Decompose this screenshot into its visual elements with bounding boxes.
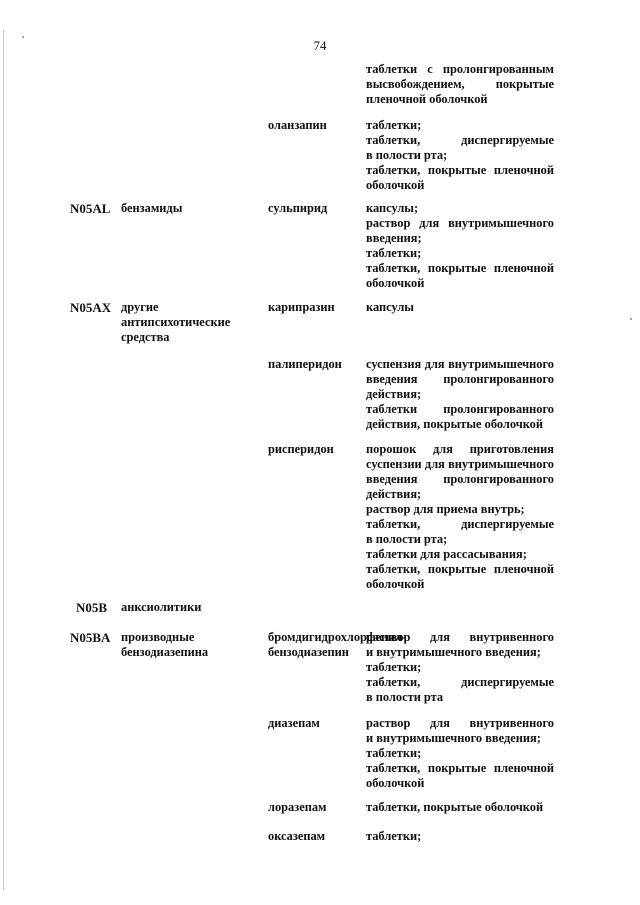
dosage-forms <box>366 62 554 107</box>
dosage-forms <box>366 201 554 291</box>
dosage-forms <box>366 442 554 592</box>
drug-name: оксазепам <box>268 829 326 843</box>
dosage-form: таблетки с пролонгированным высвобождением, покрытые пленочной оболочкой <box>366 62 554 106</box>
atc-code: N05BA <box>70 630 111 645</box>
drug-name: карипразин <box>268 300 335 314</box>
dosage-form: таблетки; <box>366 118 422 132</box>
dosage-forms <box>366 300 554 315</box>
dosage-forms <box>366 716 554 791</box>
atc-group: другие антипсихотические средства <box>121 300 231 344</box>
drug-name: оланзапин <box>268 118 327 132</box>
dosage-form: таблетки; <box>366 660 422 674</box>
dosage-form: таблетки; <box>366 246 422 260</box>
dosage-form: таблетки, покрытые пленочной оболочкой <box>366 163 554 192</box>
dosage-form: таблетки, диспергируемые в полости рта; <box>366 517 554 546</box>
dosage-form: капсулы; <box>366 201 419 215</box>
dosage-form: таблетки; <box>366 746 422 760</box>
dosage-form: таблетки, диспергируемые в полости рта <box>366 675 554 704</box>
atc-code: N05AL <box>70 201 111 216</box>
drug-name: рисперидон <box>268 442 334 456</box>
dosage-forms <box>366 357 554 432</box>
drug-name: сульпирид <box>268 201 328 215</box>
dosage-forms <box>366 118 554 193</box>
drug-name: лоразепам <box>268 800 327 814</box>
drug-name: бромдигидрохлорфенил-бензодиазепин <box>268 630 407 659</box>
dosage-forms <box>366 630 554 705</box>
dosage-form: суспензия для внутримышечного введения пролонгированного действия; <box>366 357 554 401</box>
drug-name: палиперидон <box>268 357 342 371</box>
dosage-form: раствор для внутривенного и внутримышечного введения; <box>366 630 554 659</box>
dosage-forms <box>366 829 554 844</box>
dosage-form: таблетки, диспергируемые в полости рта; <box>366 133 554 162</box>
atc-code: N05B <box>76 600 108 615</box>
atc-group: бензамиды <box>121 201 183 215</box>
dosage-form: таблетки, покрытые оболочкой <box>366 800 544 814</box>
dosage-form: таблетки; <box>366 829 422 843</box>
dosage-form: раствор для внутривенного и внутримышечного введения; <box>366 716 554 745</box>
dosage-form: таблетки, покрытые пленочной оболочкой <box>366 261 554 290</box>
dosage-form: таблетки, покрытые пленочной оболочкой <box>366 761 554 790</box>
dosage-form: таблетки для рассасывания; <box>366 547 527 561</box>
atc-group: производные бензодиазепина <box>121 630 209 659</box>
dosage-form: порошок для приготовления суспензии для внутримышечного введения пролонгированного действия; <box>366 442 554 501</box>
page-number: 74 <box>313 38 327 53</box>
dosage-form: таблетки, покрытые пленочной оболочкой <box>366 562 554 591</box>
atc-group: анксиолитики <box>121 600 202 614</box>
drug-name: диазепам <box>268 716 320 730</box>
dosage-form: раствор для внутримышечного введения; <box>366 216 554 245</box>
dosage-form: капсулы <box>366 300 414 314</box>
atc-code: N05AX <box>70 300 112 315</box>
dosage-form: раствор для приема внутрь; <box>366 502 525 516</box>
dosage-forms <box>366 800 554 815</box>
dosage-form: таблетки пролонгированного действия, покрытые оболочкой <box>366 402 554 431</box>
